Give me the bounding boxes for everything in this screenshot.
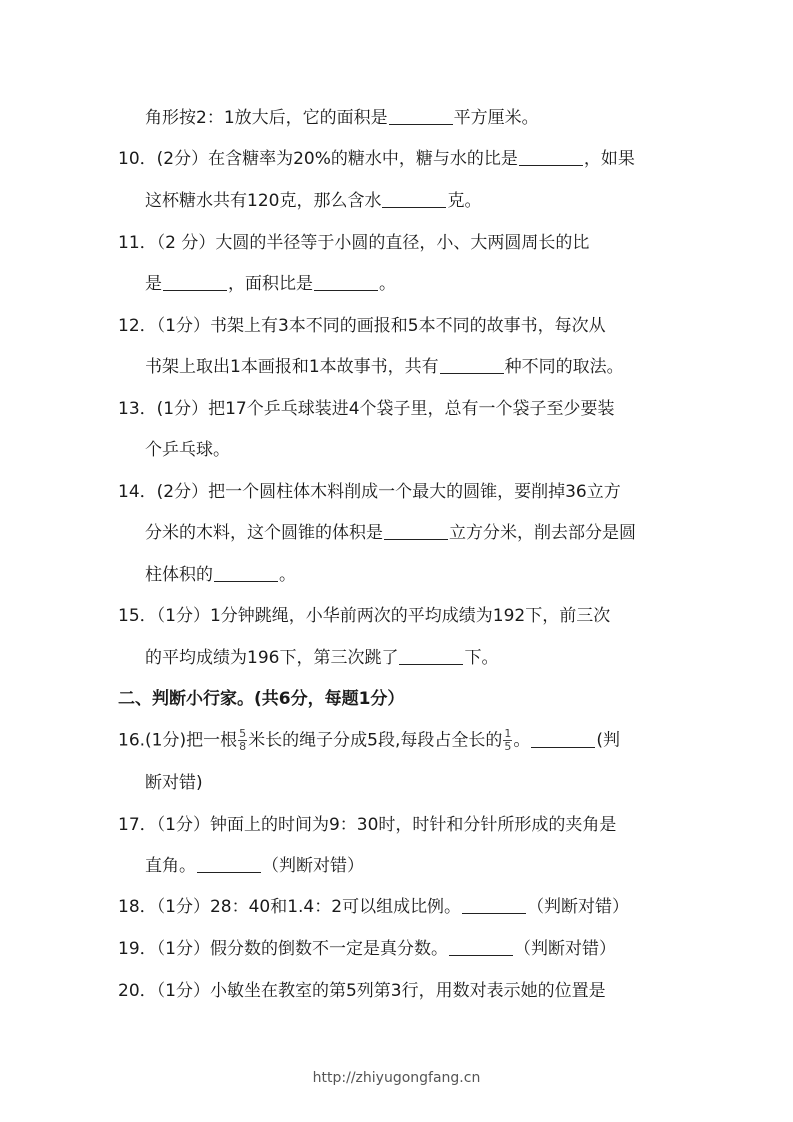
fraction-one-fifth (503, 728, 512, 753)
question-14-cont (145, 521, 636, 545)
question-13-cont (145, 438, 230, 462)
text: 20．（1分）小敏坐在教室的第5列第3行，用数对表示她的位置是 (118, 981, 606, 1001)
text: 。 (279, 565, 296, 585)
text: 种不同的取法。 (504, 357, 624, 377)
answer-blank[interactable] (214, 563, 278, 582)
text: ，面积比是 (228, 274, 313, 294)
question-19 (118, 937, 616, 961)
text: 12．（1分）书架上有3本不同的画报和5本不同的故事书，每次从 (118, 316, 606, 336)
text: 立方分米，削去部分是圆 (449, 523, 636, 543)
section-2-heading (118, 687, 404, 711)
answer-blank[interactable] (163, 272, 227, 291)
text: 18．（1分）28：40和1.4：2可以组成比例。 (118, 897, 462, 917)
answer-blank[interactable] (449, 937, 513, 956)
text: (判 (596, 730, 620, 751)
question-20 (118, 979, 606, 1003)
text: ，如果 (583, 149, 635, 169)
question-15 (118, 604, 610, 628)
text: （判断对错） (513, 939, 616, 959)
text: 的平均成绩为196下，第三次跳了 (145, 648, 399, 668)
text: 15．（1分）1分钟跳绳，小华前两次的平均成绩为192下，前三次 (118, 606, 611, 626)
question-15-cont (145, 646, 498, 670)
text: 19．（1分）假分数的倒数不一定是真分数。 (118, 939, 448, 959)
text: 16.(1分)把一根 (118, 730, 238, 751)
text: 直角。 (145, 856, 196, 876)
answer-blank[interactable] (384, 521, 448, 540)
text: 个乒乓球。 (145, 440, 230, 460)
numerator: 5 (239, 727, 247, 740)
answer-blank[interactable] (389, 106, 453, 125)
text: 柱体积的 (145, 565, 213, 585)
text: 平方厘米。 (453, 108, 539, 128)
answer-blank[interactable] (399, 646, 463, 665)
text: 17．（1分）钟面上的时间为9：30时，时针和分针所形成的夹角是 (118, 815, 617, 835)
question-10-cont (145, 189, 481, 213)
question-10 (118, 147, 635, 171)
answer-blank[interactable] (314, 272, 378, 291)
text: （判断对错） (527, 897, 630, 917)
text: 下。 (464, 648, 499, 668)
text: 是 (145, 274, 162, 294)
text: 。 (513, 730, 531, 751)
fraction-five-eighths (238, 728, 247, 753)
question-14 (118, 480, 621, 504)
text: 这杯糖水共有120克，那么含水 (145, 191, 382, 211)
question-12 (118, 314, 606, 338)
numerator: 1 (504, 727, 512, 740)
denominator: 5 (504, 740, 512, 753)
answer-blank[interactable] (197, 854, 261, 873)
text: 二、判断小行家。(共6分，每题1分） (118, 689, 405, 709)
question-11-cont (145, 272, 396, 296)
question-12-cont (145, 355, 624, 379)
text: 10．(2分）在含糖率为20%的糖水中，糖与水的比是 (118, 149, 518, 169)
text: 11．（2 分）大圆的半径等于小圆的直径，小、大两圆周长的比 (118, 233, 590, 253)
text: 角形按2：1放大后，它的面积是 (145, 108, 388, 128)
denominator: 8 (239, 740, 247, 753)
question-16-cont (145, 771, 203, 795)
text: 书架上取出1本画报和1本故事书，共有 (145, 357, 439, 377)
text: （判断对错） (262, 856, 364, 876)
answer-blank[interactable] (531, 729, 595, 748)
answer-blank[interactable] (462, 895, 526, 914)
text: 13．(1分）把17个乒乓球装进4个袋子里，总有一个袋子至少要装 (118, 399, 615, 419)
question-18 (118, 895, 629, 919)
footer-url[interactable]: http://zhiyugongfang.cn (312, 1070, 481, 1086)
line-q9-cont (145, 106, 539, 130)
question-17-cont (145, 854, 364, 878)
text: 断对错) (145, 773, 203, 793)
text: 。 (379, 274, 396, 294)
question-16 (118, 728, 620, 753)
question-17 (118, 813, 616, 837)
text: 分米的木料，这个圆锥的体积是 (145, 523, 383, 543)
answer-blank[interactable] (440, 355, 504, 374)
text: 米长的绳子分成5段,每段占全长的 (248, 730, 503, 751)
text: 克。 (447, 191, 482, 211)
text: 14．(2分）把一个圆柱体木料削成一个最大的圆锥，要削掉36立方 (118, 482, 621, 502)
answer-blank[interactable] (519, 147, 583, 166)
answer-blank[interactable] (382, 189, 446, 208)
question-14-cont2 (145, 563, 296, 587)
question-13 (118, 397, 615, 421)
question-11 (118, 231, 589, 255)
